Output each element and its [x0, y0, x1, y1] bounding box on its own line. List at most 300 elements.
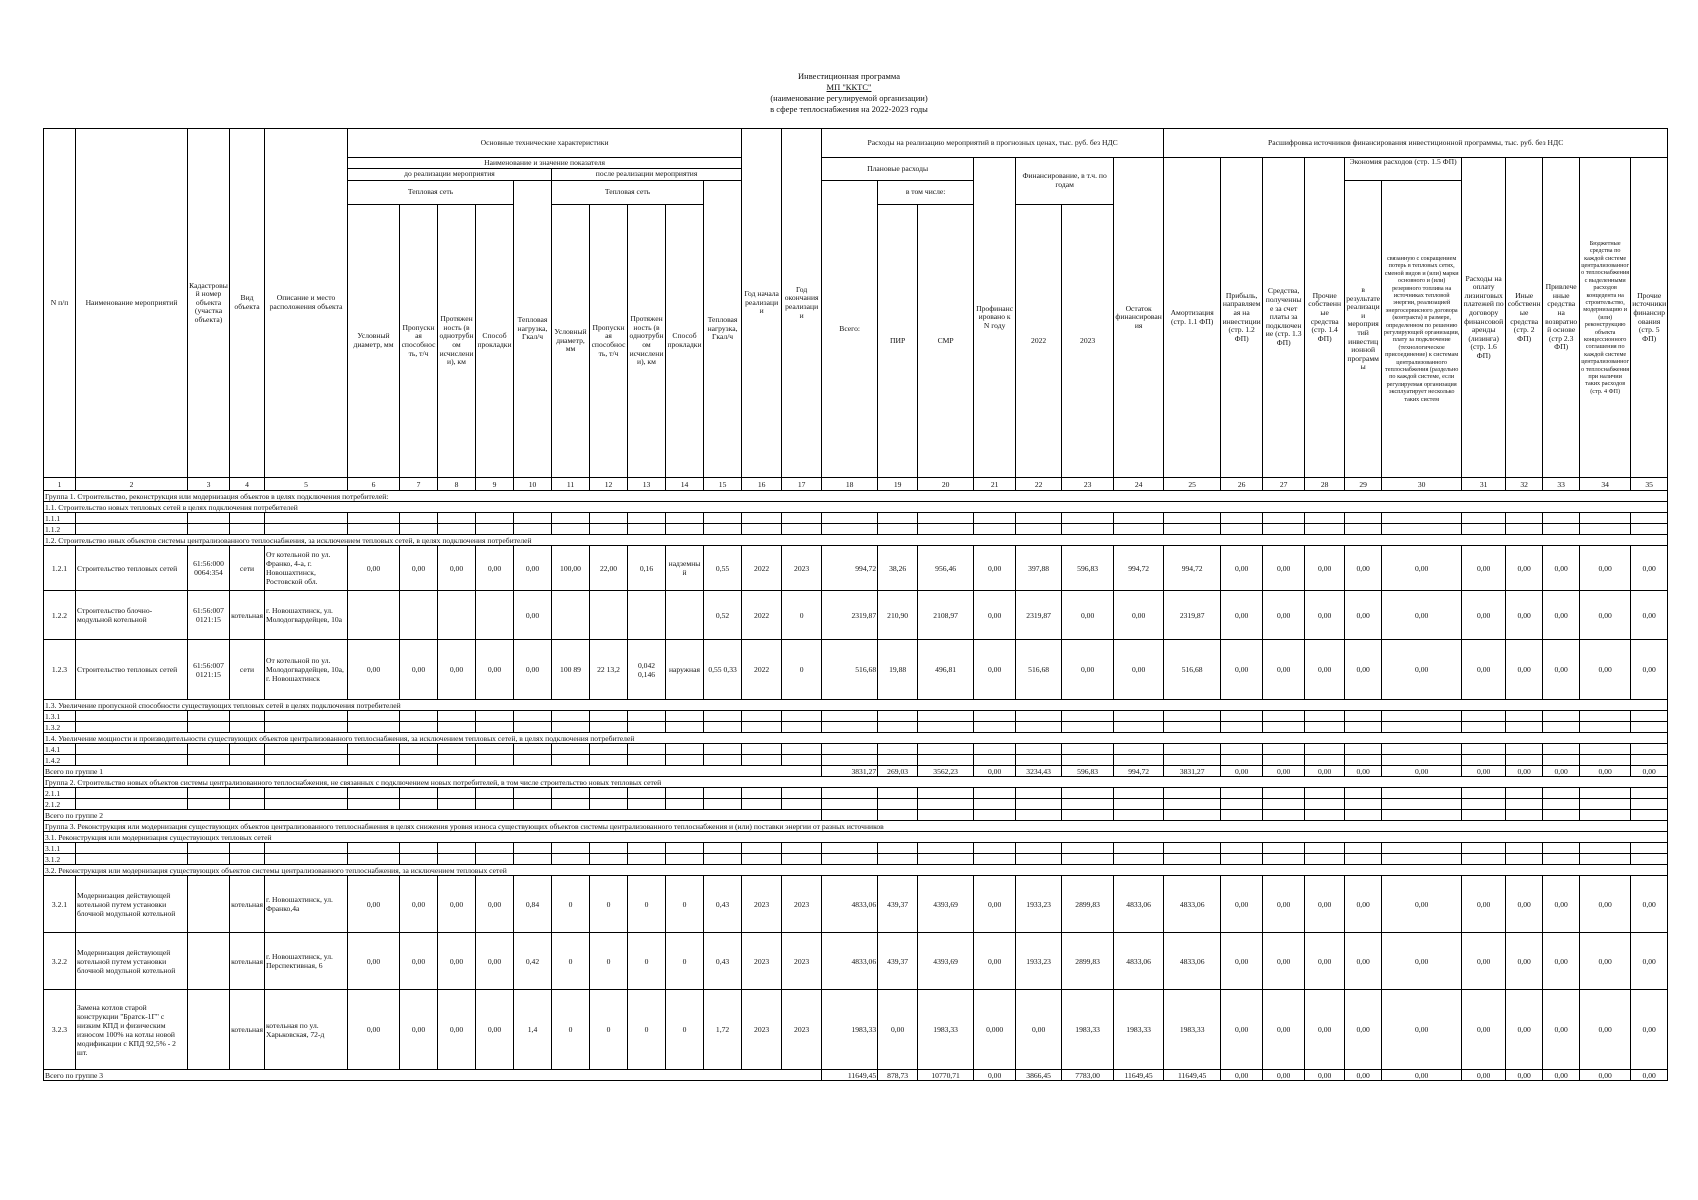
table-cell [1305, 755, 1345, 766]
table-cell [666, 799, 704, 810]
col-number: 10 [514, 478, 552, 491]
table-cell [1164, 744, 1221, 755]
table-cell [666, 843, 704, 854]
col-number: 32 [1506, 478, 1543, 491]
table-cell [1164, 854, 1221, 865]
table-cell: 0,16 [628, 546, 666, 591]
table-cell [265, 524, 348, 535]
table-cell [1221, 711, 1263, 722]
table-cell: 0,00 [1543, 591, 1580, 640]
table-cell [666, 722, 704, 733]
item-number: 1.4.2 [44, 755, 76, 766]
group-total-row [44, 766, 1668, 777]
table-cell [188, 722, 230, 733]
table-cell: 0,00 [1506, 933, 1543, 990]
col-number: 30 [1382, 478, 1462, 491]
table-cell: 994,72 [1114, 546, 1164, 591]
total-cell: 0,00 [1221, 1070, 1263, 1081]
col-header: Экономия расходов (стр. 1.5 ФП) [1345, 158, 1462, 181]
table-cell: 0,000 [974, 990, 1016, 1070]
table-cell: 0,00 [1580, 546, 1631, 591]
table-cell [822, 843, 878, 854]
item-number: 3.2.3 [44, 990, 76, 1070]
table-cell [265, 755, 348, 766]
table-cell [514, 744, 552, 755]
col-header: Бюджетные средства по каждой системе централизованного теплоснабжения с выделенными расходов концедента на строительство, модернизацию и (или) реконструкцию объекта концессионного соглашения по каждой системе централизованного теплоснабжения при наличии таких расходов (стр. 4 ФП) [1580, 158, 1631, 478]
table-cell: 0 [590, 990, 628, 1070]
total-cell [1631, 810, 1668, 821]
table-cell [590, 711, 628, 722]
col-header: Привлеченные средства на возвратной основе (стр 2.3 ФП) [1543, 158, 1580, 478]
table-cell [628, 711, 666, 722]
table-cell: 100 89 [552, 640, 590, 700]
table-cell [1016, 722, 1062, 733]
table-cell [1580, 755, 1631, 766]
table-cell [1164, 524, 1221, 535]
table-cell [742, 722, 782, 733]
total-cell [1062, 810, 1114, 821]
table-cell [1543, 513, 1580, 524]
table-cell [400, 722, 438, 733]
table-cell [1114, 524, 1164, 535]
group-total-row [44, 1070, 1668, 1081]
table-cell [1016, 755, 1062, 766]
table-cell [265, 843, 348, 854]
col-header: Описание и место расположения объекта [265, 129, 348, 478]
table-cell [514, 854, 552, 865]
table-cell: 0,00 [1345, 876, 1382, 933]
table-cell [704, 788, 742, 799]
table-cell [1631, 744, 1668, 755]
table-cell [514, 524, 552, 535]
table-cell [822, 524, 878, 535]
table-cell: 2023 [742, 990, 782, 1070]
item-number: 1.2.3 [44, 640, 76, 700]
col-number: 9 [476, 478, 514, 491]
table-cell [230, 722, 265, 733]
table-cell: 0,00 [1631, 640, 1668, 700]
table-cell: наружная [666, 640, 704, 700]
section-heading-row [44, 733, 1668, 744]
empty-item-row [44, 799, 1668, 810]
table-cell [514, 788, 552, 799]
table-cell [1016, 854, 1062, 865]
table-cell [704, 524, 742, 535]
table-cell [1506, 755, 1543, 766]
table-cell: 0,00 [1631, 933, 1668, 990]
table-cell: 4833,06 [822, 876, 878, 933]
table-cell [1506, 513, 1543, 524]
title-line-4: в сфере теплоснабжения на 2022-2023 годы [770, 104, 928, 114]
table-cell [188, 843, 230, 854]
col-header: N п/п [44, 129, 76, 478]
document-title [0, 71, 1698, 115]
table-cell [1506, 524, 1543, 535]
table-cell [1580, 854, 1631, 865]
table-cell: 38,26 [878, 546, 918, 591]
table-cell [1345, 755, 1382, 766]
table-cell: 1,4 [514, 990, 552, 1070]
table-cell [1016, 843, 1062, 854]
table-cell: 0,00 [1305, 640, 1345, 700]
table-cell: 0,00 [1221, 591, 1263, 640]
table-cell: 0,00 [1305, 876, 1345, 933]
table-cell: 0,00 [1263, 591, 1305, 640]
table-cell [438, 591, 476, 640]
table-cell [1062, 843, 1114, 854]
table-cell [1062, 788, 1114, 799]
table-cell: 4833,06 [1114, 933, 1164, 990]
col-header: Прочие собственные средства (стр. 1.4 ФП) [1305, 158, 1345, 478]
object-description: г. Новошахтинск, ул. Перспективная, 6 [265, 933, 348, 990]
table-cell [1263, 513, 1305, 524]
table-cell [400, 843, 438, 854]
table-cell [476, 788, 514, 799]
col-number: 14 [666, 478, 704, 491]
table-cell [1382, 513, 1462, 524]
section-heading: 1.2. Строительство иных объектов системы централизованного теплоснабжения, за исключением тепловых сетей, в целях подключения потребителей [44, 535, 1668, 546]
table-cell: 1,72 [704, 990, 742, 1070]
table-cell: 0,00 [400, 876, 438, 933]
col-number: 29 [1345, 478, 1382, 491]
table-cell [476, 854, 514, 865]
item-number: 3.1.1 [44, 843, 76, 854]
table-cell [230, 755, 265, 766]
table-cell: 0,84 [514, 876, 552, 933]
col-header: Год начала реализации [742, 129, 782, 478]
table-cell [628, 744, 666, 755]
table-cell [704, 755, 742, 766]
table-cell [666, 854, 704, 865]
object-type: котельная [230, 990, 265, 1070]
table-cell [974, 744, 1016, 755]
total-cell: 0,00 [1631, 766, 1668, 777]
col-header: Прибыль, направляемая на инвестиции (стр. 1.2 ФП) [1221, 158, 1263, 478]
table-cell: 0,00 [1221, 640, 1263, 700]
table-cell: 516,68 [822, 640, 878, 700]
col-header: Тепловая нагрузка, Гкал/ч [704, 181, 742, 478]
table-cell [704, 513, 742, 524]
table-cell: 0,42 [514, 933, 552, 990]
col-header: ПИР [878, 205, 918, 478]
table-cell: 0,00 [514, 546, 552, 591]
table-cell [628, 854, 666, 865]
table-cell: 2319,87 [1016, 591, 1062, 640]
table-cell [1543, 722, 1580, 733]
table-cell: 0,00 [974, 933, 1016, 990]
table-cell [438, 711, 476, 722]
table-cell [188, 854, 230, 865]
table-cell: 2319,87 [822, 591, 878, 640]
table-cell [1263, 711, 1305, 722]
table-cell [704, 854, 742, 865]
table-cell [438, 744, 476, 755]
item-number: 3.2.2 [44, 933, 76, 990]
table-cell: 2022 [742, 546, 782, 591]
table-cell [1114, 788, 1164, 799]
table-cell: 0 [666, 876, 704, 933]
empty-item-row [44, 722, 1668, 733]
table-cell [400, 711, 438, 722]
table-cell [476, 711, 514, 722]
table-cell [782, 788, 822, 799]
table-cell [822, 744, 878, 755]
table-cell [974, 711, 1016, 722]
table-cell [918, 513, 974, 524]
item-name: Строительство тепловых сетей [76, 640, 188, 700]
table-cell [742, 513, 782, 524]
total-cell: 596,83 [1062, 766, 1114, 777]
table-cell: 0 [666, 990, 704, 1070]
table-cell [1382, 854, 1462, 865]
cadastral-number [188, 876, 230, 933]
table-cell [348, 843, 400, 854]
total-cell: 0,00 [1221, 766, 1263, 777]
total-cell [974, 810, 1016, 821]
table-cell [742, 854, 782, 865]
col-header: Расходы на реализацию мероприятий в прогнозных ценах, тыс. руб. без НДС [822, 129, 1164, 158]
section-heading-row [44, 700, 1668, 711]
table-cell [230, 513, 265, 524]
table-cell [1114, 799, 1164, 810]
table-cell: надземный [666, 546, 704, 591]
object-type: котельная [230, 876, 265, 933]
item-name: Модернизация действующей котельной путем установки блочной модульной котельной [76, 876, 188, 933]
col-number: 26 [1221, 478, 1263, 491]
table-cell [1305, 788, 1345, 799]
col-header: связанную с сокращением потерь в тепловых сетях, сменой видов и (или) марки основного и (или) резервного топлива на источниках тепловой энергии, реализацией энергосервисного договора (контракта) в размере, определенном по решению регулирующей организации, плату за подключение (технологическое присоединение) к системам централизованного теплоснабжения (раздельно по каждой системе, если регулируемая организация эксплуатирует несколько таких систем [1382, 181, 1462, 478]
table-cell [666, 513, 704, 524]
total-cell [822, 810, 878, 821]
table-cell [552, 711, 590, 722]
col-number: 3 [188, 478, 230, 491]
table-cell [1016, 711, 1062, 722]
empty-item-row [44, 788, 1668, 799]
table-cell [76, 524, 188, 535]
table-cell [438, 788, 476, 799]
total-cell [1263, 810, 1305, 821]
table-cell [878, 524, 918, 535]
object-description: От котельной по ул. Франко, 4-а, г. Новошахтинск, Ростовской обл. [265, 546, 348, 591]
table-cell [1305, 854, 1345, 865]
table-cell [1382, 799, 1462, 810]
table-cell: 0,00 [438, 933, 476, 990]
table-cell: 0 [628, 933, 666, 990]
item-number: 3.1.2 [44, 854, 76, 865]
table-cell [1062, 854, 1114, 865]
item-number: 2.1.1 [44, 788, 76, 799]
table-cell [1580, 744, 1631, 755]
col-header: Тепловая нагрузка, Гкал/ч [514, 181, 552, 478]
total-cell: 0,00 [1506, 1070, 1543, 1081]
table-cell [1631, 722, 1668, 733]
table-cell [265, 788, 348, 799]
col-header: Всего: [822, 181, 878, 478]
table-cell [514, 755, 552, 766]
table-cell [230, 711, 265, 722]
table-cell [704, 744, 742, 755]
col-number: 25 [1164, 478, 1221, 491]
table-cell [1580, 843, 1631, 854]
table-cell: 0 [552, 933, 590, 990]
table-cell: 0 [628, 876, 666, 933]
table-cell: 0,00 [438, 640, 476, 700]
table-cell [1345, 788, 1382, 799]
table-cell [1543, 788, 1580, 799]
table-cell [628, 524, 666, 535]
table-cell [1114, 854, 1164, 865]
col-number: 23 [1062, 478, 1114, 491]
table-cell [1462, 843, 1506, 854]
title-line-3: (наименование регулируемой организации) [770, 93, 928, 103]
table-cell: 994,72 [1164, 546, 1221, 591]
table-cell [552, 799, 590, 810]
table-cell: 0,52 [704, 591, 742, 640]
table-cell [1263, 524, 1305, 535]
table-cell [1114, 711, 1164, 722]
table-cell: 0,00 [1263, 990, 1305, 1070]
table-cell: 0,00 [476, 876, 514, 933]
col-header: в том числе: [878, 181, 974, 205]
table-cell [265, 854, 348, 865]
table-cell [1114, 722, 1164, 733]
table-cell [666, 788, 704, 799]
table-cell [1164, 755, 1221, 766]
table-cell: 0,00 [1506, 640, 1543, 700]
table-cell: 0,00 [1345, 546, 1382, 591]
table-cell [974, 755, 1016, 766]
total-cell: 878,73 [878, 1070, 918, 1081]
col-header: Наименование мероприятий [76, 129, 188, 478]
object-description: г. Новошахтинск, ул. Франко,4а [265, 876, 348, 933]
table-cell [1263, 744, 1305, 755]
table-cell: 0,00 [1263, 640, 1305, 700]
total-cell [1016, 810, 1062, 821]
item-number: 1.1.1 [44, 513, 76, 524]
table-cell [476, 799, 514, 810]
table-cell [590, 744, 628, 755]
table-cell: 0,00 [514, 640, 552, 700]
total-cell [1382, 810, 1462, 821]
col-header: Иные собственные средства (стр. 2 ФП) [1506, 158, 1543, 478]
table-cell [400, 854, 438, 865]
table-cell [704, 711, 742, 722]
cadastral-number: 61:56:007 0121:15 [188, 591, 230, 640]
table-cell [918, 744, 974, 755]
table-cell [974, 854, 1016, 865]
table-cell: 2023 [782, 876, 822, 933]
table-cell [878, 722, 918, 733]
table-cell [1263, 799, 1305, 810]
table-cell [918, 711, 974, 722]
total-cell: 0,00 [1345, 1070, 1382, 1081]
table-cell [1114, 843, 1164, 854]
table-cell [782, 854, 822, 865]
table-cell: 0 [590, 933, 628, 990]
table-cell [1062, 799, 1114, 810]
col-number: 8 [438, 478, 476, 491]
table-cell [782, 799, 822, 810]
table-cell: 4393,69 [918, 876, 974, 933]
col-header: Год окончания реализации [782, 129, 822, 478]
table-cell [666, 524, 704, 535]
empty-item-row [44, 711, 1668, 722]
col-header: Амортизация (стр. 1.1 ФП) [1164, 158, 1221, 478]
table-cell: 1933,23 [1016, 933, 1062, 990]
table-cell: 4833,06 [822, 933, 878, 990]
table-cell [1345, 722, 1382, 733]
table-cell [1462, 755, 1506, 766]
col-header: Условный диаметр, мм [552, 205, 590, 478]
table-cell [590, 513, 628, 524]
table-cell [590, 722, 628, 733]
table-cell [552, 788, 590, 799]
col-number: 4 [230, 478, 265, 491]
table-cell: 22 13,2 [590, 640, 628, 700]
table-cell [666, 711, 704, 722]
group-total-label: Всего по группе 2 [44, 810, 822, 821]
table-cell: 0,00 [1221, 546, 1263, 591]
table-cell [782, 722, 822, 733]
table-cell: 0,55 0,33 [704, 640, 742, 700]
table-cell [1221, 854, 1263, 865]
table-cell: 0,00 [1506, 876, 1543, 933]
table-cell [1062, 755, 1114, 766]
table-cell [1506, 744, 1543, 755]
table-cell [552, 755, 590, 766]
table-row [44, 933, 1668, 990]
table-cell [1164, 788, 1221, 799]
table-cell [348, 591, 400, 640]
table-cell: 0,042 0,146 [628, 640, 666, 700]
table-cell [230, 788, 265, 799]
table-cell [974, 788, 1016, 799]
table-cell [1631, 843, 1668, 854]
col-header: 2022 [1016, 205, 1062, 478]
col-header: Основные технические характеристики [348, 129, 742, 158]
table-cell: 0,00 [438, 990, 476, 1070]
table-cell [552, 843, 590, 854]
table-cell [1016, 799, 1062, 810]
table-cell [1221, 524, 1263, 535]
table-cell: 0,43 [704, 876, 742, 933]
table-cell [918, 854, 974, 865]
total-cell: 0,00 [1580, 1070, 1631, 1081]
table-cell [1580, 513, 1631, 524]
table-cell: 2319,87 [1164, 591, 1221, 640]
table-cell [1345, 524, 1382, 535]
table-cell: 0,00 [1345, 933, 1382, 990]
col-header: Расходы на оплату лизинговых платежей по договору финансовой аренды (лизинга) (стр. 1.6 ФП) [1462, 158, 1506, 478]
table-cell [1631, 799, 1668, 810]
col-header: Плановые расходы [822, 158, 974, 181]
table-cell [348, 788, 400, 799]
item-number: 1.2.1 [44, 546, 76, 591]
table-cell [400, 788, 438, 799]
total-cell [1543, 810, 1580, 821]
table-cell [1221, 513, 1263, 524]
table-cell [438, 722, 476, 733]
table-cell [265, 799, 348, 810]
table-cell [1221, 799, 1263, 810]
table-cell [974, 843, 1016, 854]
table-cell: 0,00 [974, 876, 1016, 933]
title-line-1: Инвестиционная программа [798, 71, 900, 81]
col-header: Протяженность (в однотрубном исчислении), км [438, 205, 476, 478]
table-header [44, 129, 1668, 491]
table-cell: 0,00 [348, 990, 400, 1070]
section-heading: Группа 3. Реконструкция или модернизация существующих объектов централизованного теплоснабжения в целях снижения уровня износа существующих объектов системы централизованного теплоснабжения и (или) поставки энергии от разных источников [44, 821, 1668, 832]
